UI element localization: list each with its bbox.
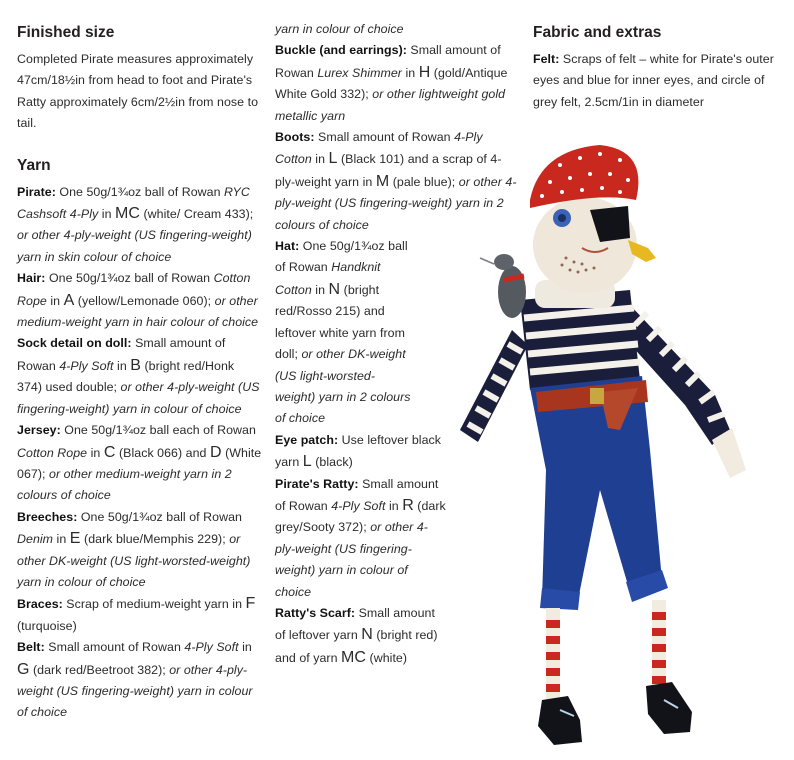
yarn-entry-jersey: Jersey: One 50g/1¾oz ball each of Rowan Cotton Rope in C (Black 066) and D (White 067); or other medium-weight yarn in 2 colours of choice — [17, 423, 262, 503]
doll-jersey — [520, 280, 640, 390]
yarn-entry-hair: Hair: One 50g/1¾oz ball of Rowan Cotton Rope in A (yellow/Lemonade 060); or other medium-weight yarn in hair colour of choice — [17, 271, 259, 330]
yarn-entry-pirate: Pirate: One 50g/1¾oz ball of Rowan RYC Cashsoft 4-Ply in MC (white/ Cream 433); or other 4-ply-weight (US fingering-weight) yarn in skin colour of choice — [17, 184, 254, 264]
yarn-heading: Yarn — [17, 156, 51, 174]
yarn-entry-buckle: Buckle (and earrings): Small amount of Rowan Lurex Shimmer in H (gold/Antique White Gold 332); or other lightweight gold metallic yarn — [275, 43, 508, 123]
pirate-ratty — [480, 254, 526, 318]
yarn-entry-belt-continued: yarn in colour of choice — [275, 22, 404, 36]
yarn-entry-ratty: Pirate's Ratty: Small amount of Rowan 4-Ply Soft in R (dark grey/Sooty 372); or other 4-ply-weight (US fingering-weight) yarn in colour of choice — [275, 476, 446, 599]
column-left — [17, 22, 262, 724]
doll-breeches — [530, 376, 668, 610]
fabric-heading: Fabric and extras — [533, 24, 662, 41]
yarn-entry-hat: Hat: One 50g/1¾oz ball of Rowan Handknit Cotton in N (bright red/Rosso 215) and leftover white yarn from doll; or other DK-weight (US light-worsted-weight) yarn in 2 colours of choice — [275, 239, 411, 426]
yarn-entry-boots: Boots: Small amount of Rowan 4-Ply Cotton in L (Black 101) and a scrap of 4-ply-weight yarn in M (pale blue); or other 4-ply-weight (US fingering-weight) yarn in 2 colours of choice — [275, 130, 517, 232]
knitted-pirate-doll-image — [450, 130, 790, 760]
yarn-entry-sock: Sock detail on doll: Small amount of Rowan 4-Ply Soft in B (bright red/Honk 374) used double; or other 4-ply-weight (US fingering-weight) yarn in colour of choice — [17, 336, 260, 416]
doll-boots — [538, 682, 692, 745]
yarn-entry-braces: Braces: Scrap of medium-weight yarn in F (turquoise) — [17, 595, 256, 633]
yarn-entry-breeches: Breeches: One 50g/1¾oz ball of Rowan Denim in E (dark blue/Memphis 229); or other DK-weight (US light-worsted-weight) yarn in colour of choice — [17, 509, 251, 589]
finished-size-text: Completed Pirate measures approximately 47cm/18½in from head to foot and Pirate's Ratty approximately 6cm/2½in from nose to tail. — [17, 52, 259, 131]
doll-head — [533, 197, 656, 293]
fabric-entry-felt: Felt: Scraps of felt – white for Pirate's outer eyes and blue for inner eyes, and circle of grey felt, 2.5cm/1in in diameter — [533, 52, 774, 109]
yarn-entry-scarf: Ratty's Scarf: Small amount of leftover yarn N (bright red) and of yarn MC (white) — [275, 605, 438, 666]
column-right — [533, 22, 783, 113]
doll-legs — [546, 600, 666, 700]
doll-hat — [530, 145, 638, 208]
finished-size-heading: Finished size — [17, 24, 115, 41]
yarn-entry-eyepatch: Eye patch: Use leftover black yarn L (black) — [275, 432, 442, 471]
doll-left-arm — [460, 330, 528, 442]
yarn-entry-belt: Belt: Small amount of Rowan 4-Ply Soft in G (dark red/Beetroot 382); or other 4-ply-weight (US fingering-weight) yarn in colour of choice — [17, 640, 253, 720]
